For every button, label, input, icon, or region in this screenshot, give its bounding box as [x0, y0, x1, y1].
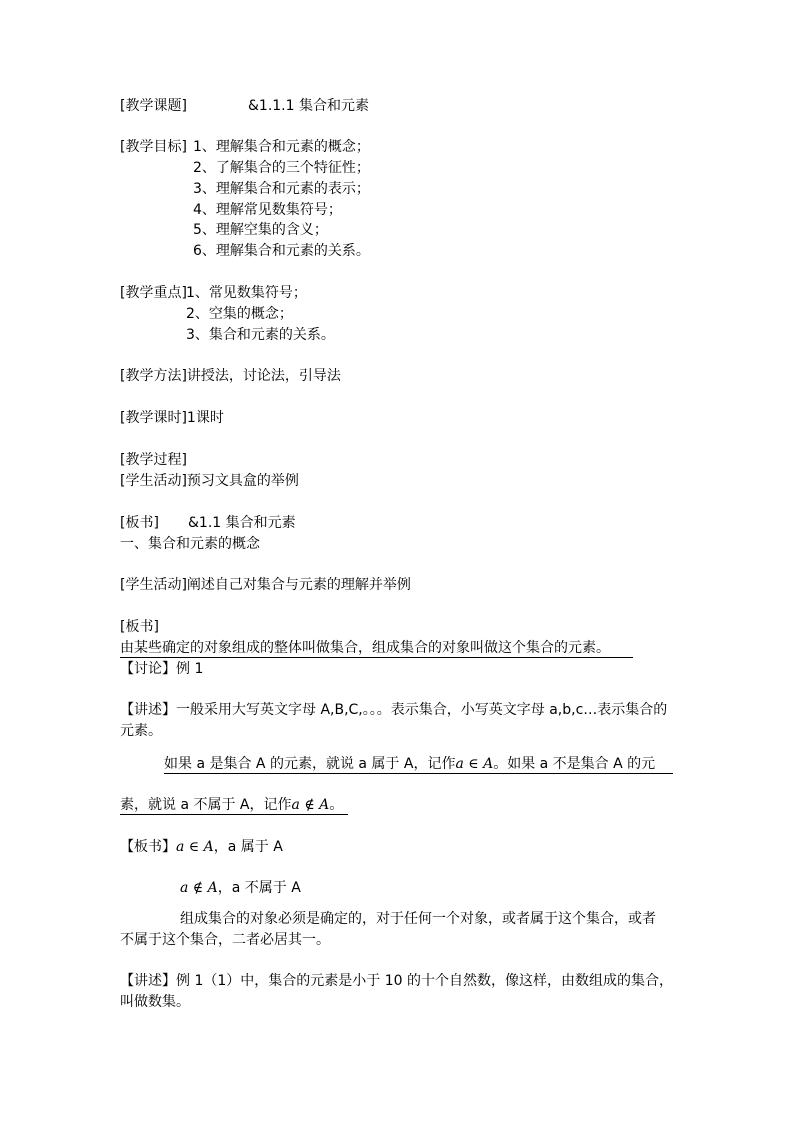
board-label: [板书] — [120, 515, 159, 531]
determinate-line: 组成集合的对象必须是确定的，对于任何一个对象，或者属于这个集合，或者 — [180, 911, 656, 927]
belong-text: 。 — [329, 797, 344, 813]
lecture-line: 叫做数集。 — [120, 994, 190, 1010]
board-notes-line-2 — [180, 879, 301, 897]
belong-line-2 — [120, 796, 348, 815]
goal-item: 6、理解集合和元素的关系。 — [193, 243, 370, 259]
board-note-text: ，a 不属于 A — [217, 880, 301, 896]
discuss-line: 【讨论】例 1 — [120, 661, 204, 677]
topic-label: [教学课题] — [120, 98, 187, 114]
lecture-line: 【讲述】例 1（1）中，集合的元素是小于 10 的十个自然数，像这样，由数组成的集合， — [120, 973, 673, 989]
lecture-line: 【讲述】一般采用大写英文字母 A,B,C,。。。表示集合，小写英文字母 a,b,c…表示集合的 — [120, 702, 668, 718]
board-title: &1.1 集合和元素 — [188, 515, 296, 531]
definition-content: 由某些确定的对象组成的整体叫做集合，组成集合的对象叫做这个集合的元素。 — [120, 640, 610, 656]
topic-line — [120, 97, 187, 115]
goals-label: [教学目标] — [120, 139, 187, 155]
keypoint-item: 2、空集的概念； — [186, 306, 293, 322]
lecture-line: 元素。 — [120, 723, 162, 739]
determinate-line: 不属于这个集合，二者必居其一。 — [120, 932, 330, 948]
board-label: 【板书】 — [120, 839, 176, 855]
math-not-belongs: a ∉ A — [180, 880, 218, 896]
math-belongs: a ∈ A — [176, 839, 214, 855]
keypoint-item: 3、集合和元素的关系。 — [186, 327, 335, 343]
goal-item: 4、理解常见数集符号； — [193, 202, 342, 218]
belong-text: 。如果 a 不是集合 A 的元 — [493, 756, 656, 772]
goal-item: 1、理解集合和元素的概念； — [193, 139, 370, 155]
keypoints-label: [教学重点] — [120, 285, 187, 301]
math-belongs: a ∈ A — [455, 756, 494, 772]
keypoint-item: 1、常见数集符号； — [186, 285, 307, 301]
method-line: [教学方法]讲授法，讨论法，引导法 — [120, 368, 341, 384]
goal-item: 5、理解空集的含义； — [193, 222, 328, 238]
board-notes-line-1 — [120, 838, 283, 856]
activity-line: [学生活动]阐述自己对集合与元素的理解并举例 — [120, 577, 411, 593]
belong-text: 如果 a 是集合 A 的元素，就说 a 属于 A，记作 — [164, 756, 456, 772]
process-heading: [教学过程] — [120, 452, 187, 468]
math-not-belongs: a ∉ A — [291, 797, 330, 813]
activity-line: [学生活动]预习文具盒的举例 — [120, 473, 299, 489]
belong-text: 素，就说 a 不属于 A，记作 — [120, 797, 292, 813]
topic-title: &1.1.1 集合和元素 — [248, 98, 369, 114]
hours-line: [教学课时]1课时 — [120, 410, 224, 426]
belong-line-1 — [164, 755, 673, 774]
goal-item: 3、理解集合和元素的表示； — [193, 181, 370, 197]
goal-item: 2、了解集合的三个特征性； — [193, 160, 370, 176]
section-heading: 一、集合和元素的概念 — [120, 536, 260, 552]
definition-text — [120, 639, 633, 658]
board-label: [板书] — [120, 619, 159, 635]
board-note-text: ，a 属于 A — [213, 839, 283, 855]
